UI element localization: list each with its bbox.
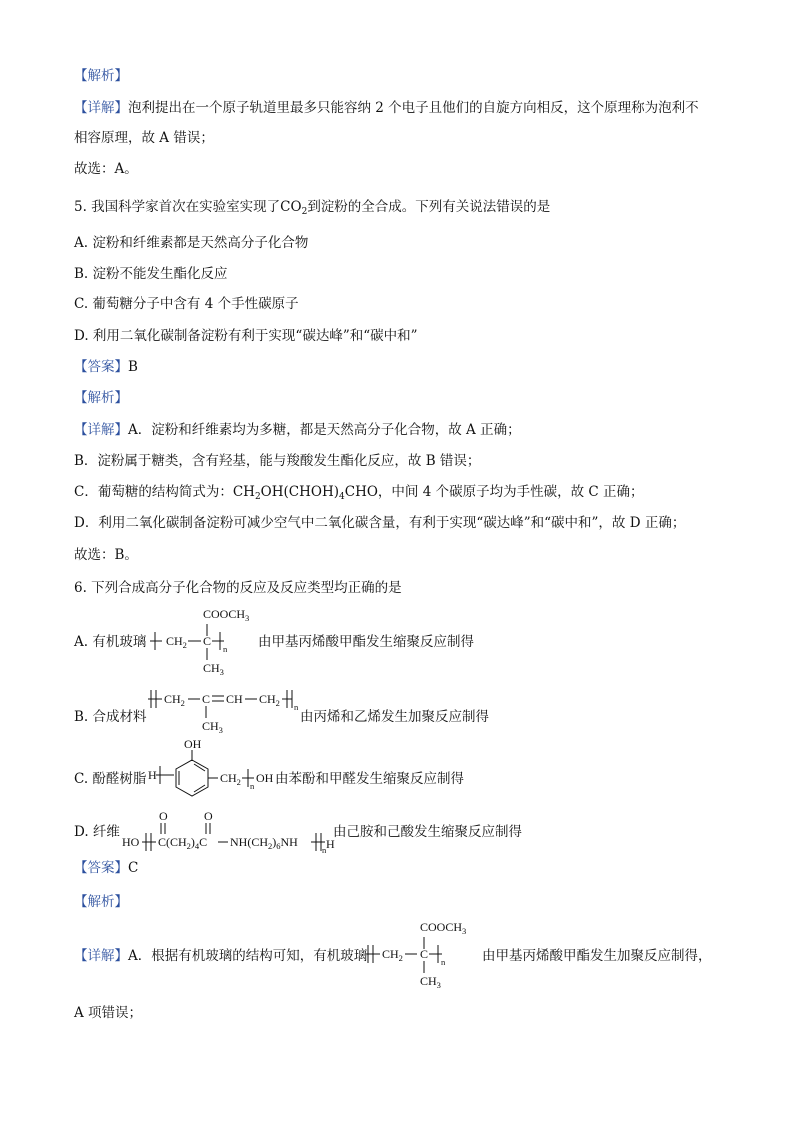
question-5-detail-a <box>74 420 521 440</box>
svg-text:H: H <box>148 768 157 782</box>
svg-text:CH3: $CH_3$ <box>203 661 224 677</box>
nylon-structure <box>122 809 335 855</box>
svg-text:O: O <box>159 809 168 823</box>
svg-text:C: C <box>420 947 429 961</box>
question-5-option-d: D. 利用二氧化碳制备淀粉有利于实现“碳达峰”和“碳中和” <box>74 328 418 344</box>
polymer-b-structure <box>148 686 298 736</box>
question-6-option-a-desc: 由甲基丙烯酸甲酯发生缩聚反应制得 <box>258 634 474 650</box>
detail-text: A．根据有机玻璃的结构可知，有机玻璃 <box>128 948 368 964</box>
stem-part: 5. 我国科学家首次在实验室实现了 <box>74 199 281 215</box>
svg-text:COOCH3: $COOCH_3$ <box>420 920 467 936</box>
svg-text:n: n <box>294 702 299 712</box>
svg-text:CH2: $CH_2$ <box>259 692 280 708</box>
question-5-stem <box>74 197 550 217</box>
svg-text:CH2: $CH_2$ <box>382 947 403 963</box>
question-5-option-c: C. 葡萄糖分子中含有 4 个手性碳原子 <box>74 296 299 312</box>
question-6-option-a-label: A. 有机玻璃 <box>74 634 147 650</box>
answer-value: C <box>128 860 139 876</box>
svg-text:C: C <box>202 692 211 706</box>
question-5-choice: 故选：B。 <box>74 547 138 563</box>
analysis-heading: 【解析】 <box>74 68 128 84</box>
detail-text: A．淀粉和纤维素均为多糖，都是天然高分子化合物，故 A 正确； <box>128 422 521 438</box>
svg-text:CH2: $CH_2$ <box>164 692 185 708</box>
svg-text:CH2: $CH_2$ <box>166 634 187 650</box>
detail-paragraph <box>74 98 699 118</box>
question-6-stem: 6. 下列合成高分子化合物的反应及反应类型均正确的是 <box>74 580 402 596</box>
svg-text:C: C <box>203 634 212 648</box>
svg-text:n: n <box>322 845 327 855</box>
question-6-detail-a-end: A 项错误； <box>74 1005 143 1021</box>
question-6-option-b-label: B. 合成材料 <box>74 709 147 725</box>
svg-text:n: n <box>441 957 446 967</box>
svg-text:CH: CH <box>226 692 243 706</box>
svg-text:n: n <box>223 644 228 654</box>
detail-tag: 【详解】 <box>74 100 128 116</box>
question-5-option-b: B. 淀粉不能发生酯化反应 <box>74 266 228 282</box>
question-5-option-a: A. 淀粉和纤维素都是天然高分子化合物 <box>74 235 309 251</box>
svg-text:NH(CH2)6NH: $NH(CH_2)_6NH$ <box>230 835 298 851</box>
detail-tag: 【详解】 <box>74 948 128 964</box>
answer-value: B <box>128 359 138 375</box>
question-6-option-c-label: C. 酚醛树脂 <box>74 771 147 787</box>
svg-text:CH3: $CH_3$ <box>420 974 441 990</box>
svg-text:CH2: $CH_2$ <box>220 771 241 787</box>
svg-text:COOCH3: $COOCH_3$ <box>203 607 250 623</box>
question-5-detail-b: B．淀粉属于糖类，含有羟基，能与羧酸发生酯化反应，故 B 错误； <box>74 453 481 469</box>
question-6-detail-a <box>74 946 367 966</box>
pmma-structure-inline <box>366 915 482 995</box>
svg-text:C(CH2)4C: $C(CH_2)_4C$ <box>158 835 208 851</box>
svg-text:O: O <box>204 809 213 823</box>
question-6-detail-a-cont: 由甲基丙烯酸甲酯发生加聚反应制得， <box>482 948 712 964</box>
detail-tag: 【详解】 <box>74 422 128 438</box>
svg-text:HO: HO <box>122 835 140 849</box>
svg-text:H: H <box>326 837 335 851</box>
svg-text:CH3: $CH_3$ <box>202 719 223 735</box>
stem-part: 到淀粉的全合成。下列有关说法错误的是 <box>307 199 551 215</box>
svg-text:n: n <box>250 781 255 791</box>
question-6-option-d-label: D. 纤维 <box>74 824 120 840</box>
question-6-answer <box>74 858 138 878</box>
choice-result: 故选：A。 <box>74 161 138 177</box>
answer-tag: 【答案】 <box>74 359 128 375</box>
svg-text:OH: OH <box>256 771 274 785</box>
detail-text: 泡利提出在一个原子轨道里最多只能容纳 2 个电子且他们的自旋方向相反，这个原理称为泡利不 <box>128 100 699 116</box>
answer-tag: 【答案】 <box>74 860 128 876</box>
pmma-structure <box>150 602 260 682</box>
svg-text:OH: OH <box>184 737 202 751</box>
question-6-option-d-desc: 由己胺和己酸发生缩聚反应制得 <box>333 824 522 840</box>
co2-formula: $CO_2$ <box>280 199 308 217</box>
question-6-option-c-desc: 由苯酚和甲醛发生缩聚反应制得 <box>275 771 464 787</box>
phenolic-resin-structure <box>148 737 278 806</box>
question-6-analysis-heading: 【解析】 <box>74 894 128 910</box>
question-6-option-b-desc: 由丙烯和乙烯发生加聚反应制得 <box>300 709 489 725</box>
detail-continuation: 相容原理，故 A 错误； <box>74 130 214 146</box>
question-5-answer <box>74 357 138 377</box>
question-5-detail-d: D．利用二氧化碳制备淀粉可减少空气中二氧化碳含量，有利于实现“碳达峰”和“碳中和”，故 D 正确； <box>74 515 686 531</box>
question-5-analysis-heading: 【解析】 <box>74 390 128 406</box>
question-5-detail-c: C．葡萄糖的结构简式为：$CH_2OH(CHOH)_4CHO$，中间 4 个碳原子均为手性碳，故 C 正确； <box>74 484 644 502</box>
